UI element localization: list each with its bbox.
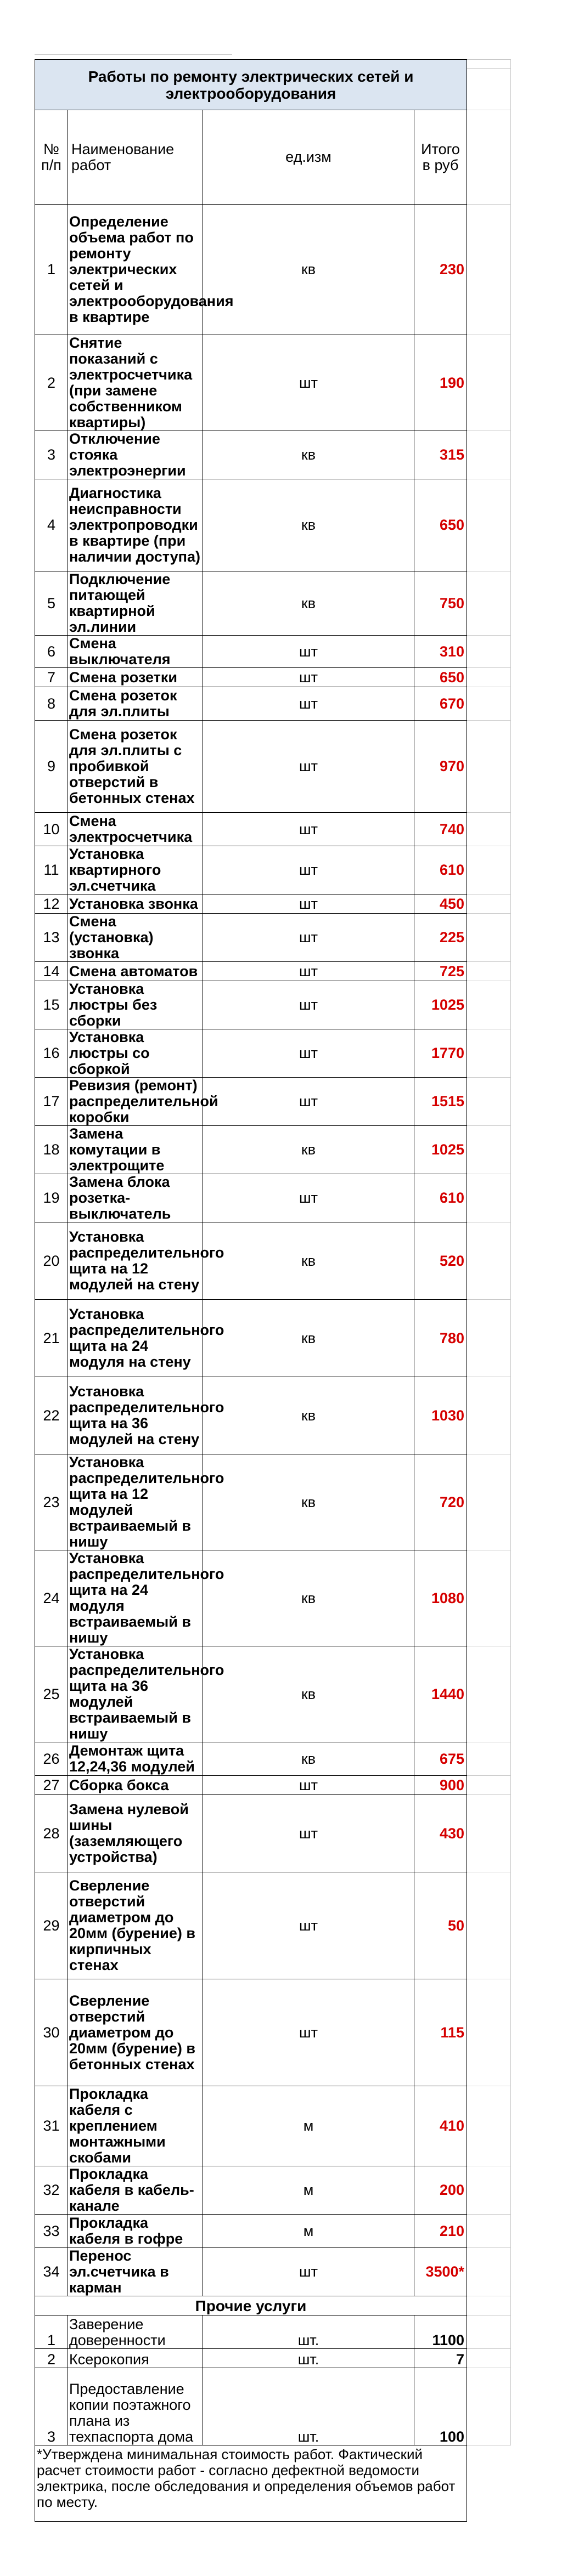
work-name: Смена (установка) звонка <box>68 914 203 962</box>
table-title: Работы по ремонту электрических сетей и электрооборудования <box>35 60 467 110</box>
extra-cell <box>467 894 511 914</box>
row-number: 30 <box>35 1979 68 2086</box>
price-table <box>35 59 511 2522</box>
price-cell: 1025 <box>414 981 467 1029</box>
service-name: Предоставление копии поэтажного плана из техпаспорта дома <box>68 2368 203 2445</box>
table-row <box>35 1454 511 1550</box>
extra-cell <box>467 1377 511 1454</box>
table-row <box>35 1742 511 1776</box>
price-cell: 50 <box>414 1872 467 1979</box>
extra-cell <box>467 914 511 962</box>
title-row <box>35 60 511 110</box>
price-cell: 230 <box>414 205 467 335</box>
table-row <box>35 431 511 479</box>
header-row <box>35 110 511 205</box>
table-row <box>35 2086 511 2166</box>
work-name: Установка распределительного щита на 36 модулей встраиваемый в нишу <box>68 1646 203 1742</box>
table-row <box>35 1300 511 1377</box>
unit-cell: шт. <box>203 2349 414 2368</box>
price-cell: 100 <box>414 2368 467 2445</box>
work-name: Сверление отверстий диаметром до 20мм (бурение) в кирпичных стенах <box>68 1872 203 1979</box>
unit-cell: м <box>203 2166 414 2215</box>
row-number: 6 <box>35 636 68 668</box>
work-name: Перенос эл.счетчика в карман <box>68 2248 203 2296</box>
unit-cell: шт <box>203 846 414 894</box>
price-cell: 725 <box>414 962 467 981</box>
price-cell: 210 <box>414 2215 467 2248</box>
price-cell: 1030 <box>414 1377 467 1454</box>
unit-cell: кв <box>203 1126 414 1174</box>
extra-cell <box>467 1550 511 1646</box>
extra-cell <box>467 2215 511 2248</box>
extra-cell <box>467 431 511 479</box>
footnote: *Утверждена минимальная стоимость работ. Фактический расчет стоимости работ - согласно дефектной ведомости электрика, после обследования и определения объемов работ по месту. <box>35 2445 467 2522</box>
price-cell: 225 <box>414 914 467 962</box>
extra-cell <box>467 636 511 668</box>
table-row <box>35 1029 511 1078</box>
header-total: Итого в руб <box>414 110 467 205</box>
price-cell: 970 <box>414 721 467 813</box>
price-cell: 650 <box>414 479 467 571</box>
table-row <box>35 962 511 981</box>
unit-cell: кв <box>203 205 414 335</box>
price-cell: 430 <box>414 1795 467 1872</box>
work-name: Установка распределительного щита на 12 модулей на стену <box>68 1222 203 1300</box>
price-cell: 410 <box>414 2086 467 2166</box>
row-number: 1 <box>35 2315 68 2349</box>
extra-cell <box>467 1029 511 1078</box>
row-number: 24 <box>35 1550 68 1646</box>
unit-cell: шт <box>203 894 414 914</box>
price-cell: 610 <box>414 1174 467 1222</box>
extra-cell <box>467 335 511 431</box>
row-number: 1 <box>35 205 68 335</box>
work-name: Замена комутации в электрощите <box>68 1126 203 1174</box>
work-name: Смена розеток для эл.плиты с пробивкой отверстий в бетонных стенах <box>68 721 203 813</box>
unit-cell: кв <box>203 1550 414 1646</box>
price-list-sheet <box>35 59 510 2522</box>
work-name: Установка распределительного щита на 24 модуля на стену <box>68 1300 203 1377</box>
row-number: 2 <box>35 2349 68 2368</box>
unit-cell: шт <box>203 721 414 813</box>
row-number: 12 <box>35 894 68 914</box>
work-name: Установка люстры без сборки <box>68 981 203 1029</box>
work-name: Установка квартирного эл.счетчика <box>68 846 203 894</box>
unit-cell: шт <box>203 1029 414 1078</box>
price-cell: 310 <box>414 636 467 668</box>
price-cell: 610 <box>414 846 467 894</box>
extra-cell <box>467 1979 511 2086</box>
work-name: Снятие показаний с электросчетчика (при замене собственником квартиры) <box>68 335 203 431</box>
service-name: Ксерокопия <box>68 2349 203 2368</box>
row-number: 13 <box>35 914 68 962</box>
extra-cell <box>467 981 511 1029</box>
row-number: 19 <box>35 1174 68 1222</box>
unit-cell: шт <box>203 1795 414 1872</box>
unit-cell: м <box>203 2215 414 2248</box>
table-row <box>35 1550 511 1646</box>
price-cell: 7 <box>414 2349 467 2368</box>
table-row <box>35 894 511 914</box>
extra-cell <box>467 1742 511 1776</box>
unit-cell: шт <box>203 962 414 981</box>
row-number: 18 <box>35 1126 68 1174</box>
extra-cell <box>467 1222 511 1300</box>
price-cell: 650 <box>414 668 467 687</box>
row-number: 9 <box>35 721 68 813</box>
table-row <box>35 1222 511 1300</box>
row-number: 5 <box>35 571 68 636</box>
extra-cell <box>467 846 511 894</box>
row-number: 16 <box>35 1029 68 1078</box>
extra-cell <box>467 687 511 721</box>
row-number: 20 <box>35 1222 68 1300</box>
unit-cell: шт <box>203 981 414 1029</box>
work-name: Смена розеток для эл.плиты <box>68 687 203 721</box>
price-cell: 115 <box>414 1979 467 2086</box>
extra-cell <box>467 110 511 205</box>
work-name: Определение объема работ по ремонту электрических сетей и электрооборудования в квартире <box>68 205 203 335</box>
extra-cell <box>467 1872 511 1979</box>
row-number: 27 <box>35 1776 68 1795</box>
work-name: Сборка бокса <box>68 1776 203 1795</box>
work-name: Установка звонка <box>68 894 203 914</box>
row-number: 22 <box>35 1377 68 1454</box>
extra-cell <box>467 1776 511 1795</box>
table-row <box>35 668 511 687</box>
price-cell: 675 <box>414 1742 467 1776</box>
unit-cell: кв <box>203 1742 414 1776</box>
work-name: Сверление отверстий диаметром до 20мм (бурение) в бетонных стенах <box>68 1979 203 2086</box>
unit-cell: шт <box>203 1872 414 1979</box>
table-row <box>35 2368 511 2445</box>
row-number: 26 <box>35 1742 68 1776</box>
unit-cell: шт. <box>203 2315 414 2349</box>
work-name: Ревизия (ремонт) распределительной коробки <box>68 1078 203 1126</box>
grid-line <box>35 54 232 55</box>
extra-cell <box>467 1078 511 1126</box>
extra-cell <box>467 60 511 110</box>
table-row <box>35 914 511 962</box>
extra-cell <box>467 2349 511 2368</box>
unit-cell: шт <box>203 335 414 431</box>
footnote-row <box>35 2445 511 2522</box>
price-cell: 750 <box>414 571 467 636</box>
unit-cell: кв <box>203 1454 414 1550</box>
table-row <box>35 2166 511 2215</box>
work-name: Замена нулевой шины (заземляющего устройства) <box>68 1795 203 1872</box>
row-number: 34 <box>35 2248 68 2296</box>
work-name: Смена розетки <box>68 668 203 687</box>
extra-cell <box>467 205 511 335</box>
table-row <box>35 2215 511 2248</box>
price-cell: 1100 <box>414 2315 467 2349</box>
extra-cell <box>467 571 511 636</box>
unit-cell: шт <box>203 2248 414 2296</box>
table-row <box>35 335 511 431</box>
extra-cell <box>467 813 511 846</box>
row-number: 25 <box>35 1646 68 1742</box>
work-name: Прокладка кабеля с креплением монтажными скобами <box>68 2086 203 2166</box>
work-name: Установка распределительного щита на 12 модулей встраиваемый в нишу <box>68 1454 203 1550</box>
extra-cell <box>467 1174 511 1222</box>
price-cell: 1440 <box>414 1646 467 1742</box>
unit-cell: шт <box>203 914 414 962</box>
price-cell: 450 <box>414 894 467 914</box>
extra-cell <box>467 2166 511 2215</box>
extra-cell <box>467 2086 511 2166</box>
table-row <box>35 1795 511 1872</box>
row-number: 3 <box>35 431 68 479</box>
unit-cell: кв <box>203 1377 414 1454</box>
row-number: 4 <box>35 479 68 571</box>
extra-cell <box>467 668 511 687</box>
unit-cell: шт <box>203 687 414 721</box>
work-name: Смена выключателя <box>68 636 203 668</box>
unit-cell: кв <box>203 571 414 636</box>
section-row <box>35 2296 511 2315</box>
row-number: 33 <box>35 2215 68 2248</box>
row-number: 17 <box>35 1078 68 1126</box>
section-title: Прочие услуги <box>35 2296 467 2315</box>
table-row <box>35 1646 511 1742</box>
unit-cell: шт <box>203 1174 414 1222</box>
extra-cell <box>467 2445 511 2522</box>
extra-cell <box>467 962 511 981</box>
unit-cell: кв <box>203 479 414 571</box>
table-row <box>35 205 511 335</box>
unit-cell: кв <box>203 1646 414 1742</box>
unit-cell: шт <box>203 1078 414 1126</box>
work-name: Замена блока розетка-выключатель <box>68 1174 203 1222</box>
price-cell: 900 <box>414 1776 467 1795</box>
work-name: Демонтаж щита 12,24,36 модулей <box>68 1742 203 1776</box>
header-unit: ед.изм <box>203 110 414 205</box>
unit-cell: шт. <box>203 2368 414 2445</box>
table-row <box>35 636 511 668</box>
extra-cell <box>467 2296 511 2315</box>
work-name: Отключение стояка электроэнергии <box>68 431 203 479</box>
table-row <box>35 721 511 813</box>
price-cell: 3500* <box>414 2248 467 2296</box>
work-name: Прокладка кабеля в кабель-канале <box>68 2166 203 2215</box>
service-name: Заверение доверенности <box>68 2315 203 2349</box>
price-cell: 1515 <box>414 1078 467 1126</box>
row-number: 15 <box>35 981 68 1029</box>
work-name: Подключение питающей квартирной эл.линии <box>68 571 203 636</box>
work-name: Смена автоматов <box>68 962 203 981</box>
price-cell: 1025 <box>414 1126 467 1174</box>
unit-cell: кв <box>203 1222 414 1300</box>
table-row <box>35 1174 511 1222</box>
row-number: 8 <box>35 687 68 721</box>
row-number: 11 <box>35 846 68 894</box>
work-name: Диагностика неисправности электропроводки в квартире (при наличии доступа) <box>68 479 203 571</box>
price-cell: 190 <box>414 335 467 431</box>
price-cell: 670 <box>414 687 467 721</box>
table-row <box>35 1126 511 1174</box>
extra-cell <box>467 2315 511 2349</box>
table-row <box>35 2349 511 2368</box>
table-row <box>35 687 511 721</box>
price-cell: 720 <box>414 1454 467 1550</box>
row-number: 7 <box>35 668 68 687</box>
extra-cell <box>467 2368 511 2445</box>
unit-cell: шт <box>203 668 414 687</box>
price-cell: 740 <box>414 813 467 846</box>
extra-cell <box>467 721 511 813</box>
price-cell: 520 <box>414 1222 467 1300</box>
work-name: Установка распределительного щита на 36 модулей на стену <box>68 1377 203 1454</box>
table-row <box>35 813 511 846</box>
row-number: 3 <box>35 2368 68 2445</box>
header-name: Наименование работ <box>68 110 203 205</box>
price-cell: 1080 <box>414 1550 467 1646</box>
extra-cell <box>467 1795 511 1872</box>
table-row <box>35 1377 511 1454</box>
unit-cell: шт <box>203 1776 414 1795</box>
row-number: 28 <box>35 1795 68 1872</box>
extra-cell <box>467 479 511 571</box>
extra-cell <box>467 2248 511 2296</box>
work-name: Прокладка кабеля в гофре <box>68 2215 203 2248</box>
table-row <box>35 479 511 571</box>
unit-cell: м <box>203 2086 414 2166</box>
row-number: 2 <box>35 335 68 431</box>
table-row <box>35 981 511 1029</box>
row-number: 23 <box>35 1454 68 1550</box>
row-number: 14 <box>35 962 68 981</box>
table-row <box>35 2248 511 2296</box>
unit-cell: шт <box>203 636 414 668</box>
work-name: Установка распределительного щита на 24 модуля встраиваемый в нишу <box>68 1550 203 1646</box>
row-number: 32 <box>35 2166 68 2215</box>
header-num: № п/п <box>35 110 68 205</box>
table-row <box>35 2315 511 2349</box>
unit-cell: кв <box>203 431 414 479</box>
price-cell: 780 <box>414 1300 467 1377</box>
unit-cell: шт <box>203 1979 414 2086</box>
work-name: Установка люстры со сборкой <box>68 1029 203 1078</box>
extra-cell <box>467 1454 511 1550</box>
price-cell: 315 <box>414 431 467 479</box>
extra-cell <box>467 1646 511 1742</box>
price-cell: 1770 <box>414 1029 467 1078</box>
table-row <box>35 1872 511 1979</box>
table-row <box>35 1979 511 2086</box>
unit-cell: кв <box>203 1300 414 1377</box>
work-name: Смена электросчетчика <box>68 813 203 846</box>
extra-cell <box>467 1126 511 1174</box>
table-row <box>35 571 511 636</box>
table-row <box>35 1078 511 1126</box>
row-number: 10 <box>35 813 68 846</box>
table-row <box>35 1776 511 1795</box>
row-number: 21 <box>35 1300 68 1377</box>
row-number: 31 <box>35 2086 68 2166</box>
price-cell: 200 <box>414 2166 467 2215</box>
table-row <box>35 846 511 894</box>
extra-cell <box>467 1300 511 1377</box>
row-number: 29 <box>35 1872 68 1979</box>
unit-cell: шт <box>203 813 414 846</box>
